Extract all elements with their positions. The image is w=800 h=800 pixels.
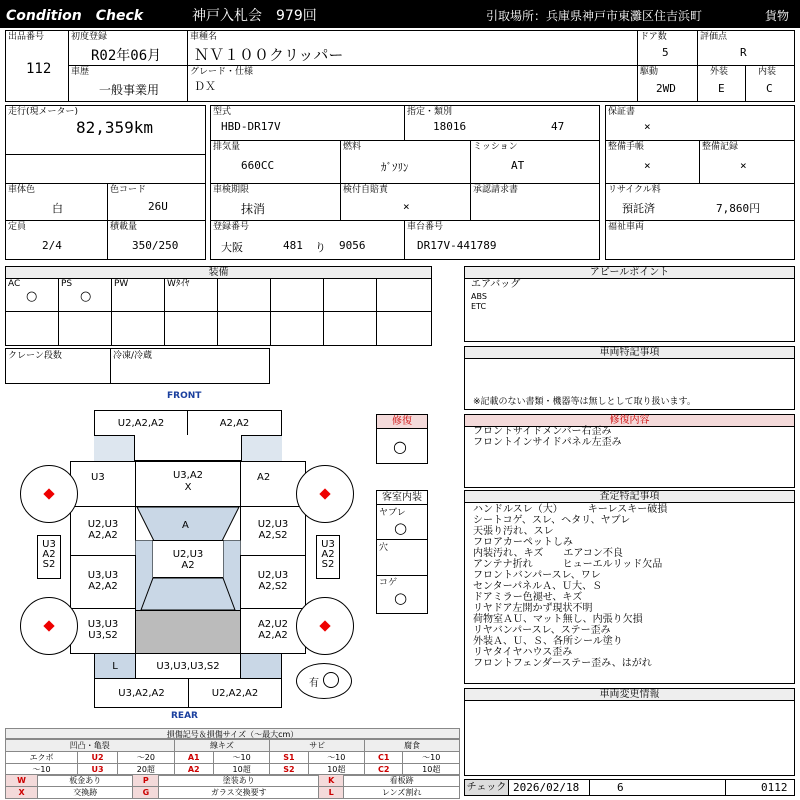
inspection: 抹消 <box>241 202 266 216</box>
interior-label: 内装 <box>758 67 777 77</box>
history: 一般事業用 <box>99 83 160 97</box>
history-label: 車歴 <box>71 67 90 77</box>
fuel: ｶﾞｿﾘﾝ <box>381 161 409 174</box>
legend-code: L <box>319 787 344 799</box>
check-label: チェック <box>465 780 509 795</box>
interior-box <box>745 65 795 102</box>
car-name-box <box>187 30 638 66</box>
legend-cell: 20超 <box>118 764 174 776</box>
history-box <box>68 65 188 102</box>
maint-book-box <box>605 140 700 184</box>
load-box <box>107 220 206 260</box>
plate-label: 登録番号 <box>213 222 250 232</box>
inspection-note-line: 内装汚れ、キズ エアコン不良 <box>473 548 623 559</box>
legend-cell: ～20 <box>118 752 174 764</box>
hood-left: U3 <box>70 461 136 507</box>
chassis-label: 車台番号 <box>407 222 444 232</box>
plate-area: 大阪 <box>221 241 243 254</box>
maint-book-label: 整備手帳 <box>608 142 645 152</box>
crane-label: クレーン段数 <box>8 351 62 361</box>
inspection-note-line: リヤバンパースレ、ステー歪み <box>473 625 611 636</box>
change-panel <box>464 688 795 776</box>
equipment-row <box>6 278 431 312</box>
legend-cell: 10超 <box>213 764 269 776</box>
legend-code-text: 看板跡 <box>344 775 460 787</box>
equipment-title: 装備 <box>6 267 431 279</box>
legend-cell: ～10 <box>6 764 78 776</box>
vehicle-type: 貨物 <box>765 9 790 23</box>
legend-code: K <box>319 775 344 787</box>
mission: AT <box>511 159 525 172</box>
change-title: 車両変更情報 <box>465 689 794 701</box>
legend-cell: A1 <box>174 752 213 764</box>
warranty: × <box>644 120 651 133</box>
mission-box <box>470 140 600 184</box>
cabin-burn-label: コゲ <box>379 578 398 588</box>
legend-cell: U2 <box>77 752 117 764</box>
approval-box <box>470 183 600 221</box>
inspection-note-line: 天張り汚れ、スレ <box>473 526 554 537</box>
legend-cell: C1 <box>365 752 403 764</box>
welfare-label: 福祉車両 <box>608 222 645 232</box>
lot-number-label: 出品番号 <box>8 32 45 42</box>
legend-code: W <box>6 775 38 787</box>
score: R <box>740 46 747 59</box>
appeal-line: ABS <box>471 292 487 301</box>
color-code-box <box>107 183 206 221</box>
capacity: 2/4 <box>42 239 62 252</box>
check-code: 0112 <box>761 781 788 794</box>
inspection-note-line: アンテナ折れ ヒューエルリッド欠品 <box>473 559 663 570</box>
car-name: ＮＶ１００クリッパー <box>194 46 344 64</box>
legend-group: 腐食 <box>365 740 460 752</box>
header-title: Condition Check <box>6 8 144 24</box>
rear-bumper-right: U2,A2,A2 <box>188 678 282 708</box>
inspection-notes-panel <box>464 490 795 684</box>
inspection-note-line: フロントバンパースレ、ワレ <box>473 570 601 581</box>
chassis-number: DR17V-441789 <box>417 239 497 252</box>
front-door-left: U2,U3 A2,A2 <box>70 506 136 556</box>
front-door-right: U2,U3 A2,S2 <box>240 506 306 556</box>
legend-code: X <box>6 787 38 799</box>
cabin-burn-mark: ○ <box>394 589 408 607</box>
legend-cell: S2 <box>270 764 308 776</box>
load-label: 積載量 <box>110 222 138 232</box>
check-footer <box>464 779 795 796</box>
recycle-status: 預託済 <box>622 202 655 215</box>
cabin-tear-mark: ○ <box>394 519 408 537</box>
appeal-line: ETC <box>471 302 487 311</box>
warranty-label: 保証書 <box>608 107 636 117</box>
repair-panel <box>464 414 795 488</box>
insurance: × <box>403 200 410 213</box>
recycle-fee: 7,860円 <box>716 202 761 215</box>
mirror-left: U3 A2 S2 <box>37 535 61 579</box>
inspection-note-line: ハンドルスレ（大） キーレスキー破損 <box>473 504 668 515</box>
plate-class: 481 <box>283 239 303 252</box>
repair-line: フロントサイドメンバー右歪み <box>473 426 612 437</box>
first-reg-box <box>68 30 188 66</box>
crane-box <box>5 348 111 384</box>
auction-name: 神戸入札会 979回 <box>192 8 317 24</box>
body-color: 白 <box>52 202 63 215</box>
designation: 18016 <box>433 120 467 133</box>
repair-mark: ○ <box>393 437 407 456</box>
appeal-panel <box>464 266 795 342</box>
model-label: 型式 <box>213 107 232 117</box>
equip-ac-label: AC <box>8 279 21 289</box>
rear-panel: U3,U3,U3,S2 <box>135 653 241 679</box>
insurance-box <box>340 183 471 221</box>
rear-door-right: U2,U3 A2,S2 <box>240 555 306 609</box>
repair-box-title: 修復 <box>377 415 427 429</box>
maint-book: × <box>644 159 651 172</box>
spare-tire <box>296 663 352 699</box>
rear-door-left: U3,U3 A2,A2 <box>70 555 136 609</box>
notes-panel <box>464 346 795 410</box>
plate-box <box>210 220 405 260</box>
spare-tire-status: 有 <box>309 678 319 689</box>
legend <box>5 728 460 798</box>
hood-damage: U3,A2 <box>172 470 204 481</box>
model: HBD-DR17V <box>221 120 281 133</box>
insurance-label: 検付自賠責 <box>343 185 389 195</box>
mileage-box <box>5 105 206 155</box>
tire-front-left <box>20 465 78 523</box>
hood-right: A2 <box>240 461 306 507</box>
legend-code-text: レンズ割れ <box>344 787 460 799</box>
category: 47 <box>551 120 565 133</box>
equip-ac-mark: ○ <box>26 289 38 304</box>
mirror-right: U3 A2 S2 <box>316 535 340 579</box>
legend-code-text: 板金あり <box>38 775 133 787</box>
color-code: 26U <box>148 200 168 213</box>
cargo-area <box>135 610 241 654</box>
tire-rear-right <box>296 597 354 655</box>
legend-cell: C2 <box>365 764 403 776</box>
recycle-box <box>605 183 795 221</box>
drive: 2WD <box>656 82 676 95</box>
legend-cell: ～10 <box>403 752 460 764</box>
capacity-label: 定員 <box>8 222 27 232</box>
repair-title: 修復内容 <box>465 415 794 427</box>
inspection-note-line: ドアミラー色褪せ、キズ <box>473 592 583 603</box>
legend-group: 線キズ <box>174 740 270 752</box>
designation-box <box>404 105 600 141</box>
inspection-note-line: フロアカーペットしみ <box>473 537 573 548</box>
mileage-extra-box <box>5 154 206 184</box>
displacement-label: 排気量 <box>213 142 241 152</box>
inspection-note-line: リヤタイヤハウス歪み <box>473 647 573 658</box>
inspection-note-line: リヤドア左開かず現状不明 <box>473 603 593 614</box>
rear-quarter-left: U3,U3 U3,S2 <box>70 608 136 654</box>
legend-cell: ～10 <box>308 752 364 764</box>
displacement-box <box>210 140 341 184</box>
maint-record-label: 整備記録 <box>702 142 739 152</box>
chassis-box <box>404 220 600 260</box>
appeal-line: エアバッグ <box>471 279 521 290</box>
hood-mark: X <box>184 482 192 493</box>
legend-cell: A2 <box>174 764 213 776</box>
equip-wtire-label: Wﾀｲﾔ <box>167 279 190 289</box>
freezer-box <box>110 348 270 384</box>
cabin-tear-label: ヤブレ <box>379 508 406 518</box>
first-reg-label: 初度登録 <box>71 32 108 42</box>
inspection-notes-title: 査定特記事項 <box>465 491 794 503</box>
body-color-label: 車体色 <box>8 185 36 195</box>
check-number: 6 <box>617 781 624 794</box>
cabin-box <box>376 490 428 614</box>
lot-number: 112 <box>26 61 52 77</box>
inspection-label: 車検期限 <box>213 185 250 195</box>
legend-code-text: 交換跡 <box>38 787 133 799</box>
legend-title: 損傷記号＆損傷サイズ（～最大cm） <box>5 728 460 739</box>
first-reg: R02年06月 <box>91 48 162 64</box>
fuel-label: 燃料 <box>343 142 362 152</box>
cabin-title: 客室内装 <box>377 491 427 505</box>
score-box <box>697 30 795 66</box>
maint-record-box <box>699 140 795 184</box>
appeal-title: アピールポイント <box>465 267 794 279</box>
hood <box>135 461 241 507</box>
rear-lamp-left: L <box>94 653 136 679</box>
approval-label: 承認請求書 <box>473 185 519 195</box>
interior-score: C <box>766 82 773 95</box>
cabin-hole-label: 穴 <box>379 543 389 553</box>
maint-record: × <box>740 159 747 172</box>
repair-box <box>376 414 428 464</box>
inspection-note-line: 荷物室ＡＵ、マット無し、内張り欠損 <box>473 614 643 625</box>
exterior-label: 外装 <box>710 67 729 77</box>
car-name-label: 車種名 <box>190 32 218 42</box>
notes-title: 車両特記事項 <box>465 347 794 359</box>
windshield-damage: A <box>182 520 189 531</box>
mission-label: ミッション <box>473 142 518 152</box>
drive-label: 駆動 <box>640 67 659 77</box>
rear-lamp-right <box>240 653 282 679</box>
inspection-box <box>210 183 341 221</box>
legend-group: サビ <box>270 740 365 752</box>
tire-rear-left <box>20 597 78 655</box>
equip-ps-mark: ○ <box>80 289 92 304</box>
equipment-table <box>5 266 432 346</box>
legend-code-text: 塗装あり <box>159 775 319 787</box>
grade: ＤＸ <box>194 80 216 93</box>
front-bumper-right: A2,A2 <box>187 410 282 436</box>
recycle-label: リサイクル料 <box>608 185 661 195</box>
legend-group: 凹凸・亀裂 <box>6 740 175 752</box>
legend-cell: 10超 <box>403 764 460 776</box>
warranty-box <box>605 105 795 141</box>
legend-code: G <box>133 787 159 799</box>
header-bar <box>0 0 800 28</box>
load: 350/250 <box>132 239 179 252</box>
legend-cell: 10超 <box>308 764 364 776</box>
model-box <box>210 105 405 141</box>
drive-box <box>637 65 698 102</box>
check-date: 2026/02/18 <box>513 781 580 794</box>
lot-number-box <box>5 30 69 102</box>
exterior-box <box>697 65 746 102</box>
inspection-note-line: シートコゲ、スレ、ヘタリ、ヤブレ <box>473 515 631 526</box>
designation-label: 指定・類別 <box>407 107 453 117</box>
displacement: 660CC <box>241 159 275 172</box>
equip-ps-label: PS <box>61 279 73 289</box>
body-color-box <box>5 183 108 221</box>
score-label: 評価点 <box>700 32 728 42</box>
equip-pw-label: PW <box>114 279 129 289</box>
fuel-box <box>340 140 471 184</box>
roof: U2,U3 A2 <box>152 540 224 578</box>
legend-cell: ～10 <box>213 752 269 764</box>
rear-label: REAR <box>171 711 198 721</box>
repair-line: フロントインサイドパネル左歪み <box>473 437 622 448</box>
welfare-box <box>605 220 795 260</box>
plate-kana: り <box>315 241 326 254</box>
doors-label: ドア数 <box>640 32 667 42</box>
doors: 5 <box>662 46 669 59</box>
doors-box <box>637 30 698 66</box>
grade-box <box>187 65 638 102</box>
legend-table <box>5 739 460 776</box>
exterior-score: E <box>718 82 725 95</box>
legend-cell: U3 <box>77 764 117 776</box>
mileage: 82,359km <box>76 118 154 137</box>
inspection-note-line: センターパネルＡ、Ｕ大、Ｓ <box>473 581 603 592</box>
notes-footer: ※記載のない書類・機器等は無しとして取り扱います。 <box>473 397 696 407</box>
color-code-label: 色コード <box>110 185 147 195</box>
legend-code: P <box>133 775 159 787</box>
legend-codes <box>5 774 460 799</box>
rear-quarter-right: A2,U2 A2,A2 <box>240 608 306 654</box>
inspection-note-line: フロントフェンダーステー歪み、はがれ <box>473 658 652 669</box>
capacity-box <box>5 220 108 260</box>
mileage-label: 走行(現メーター) <box>8 107 79 117</box>
front-label: FRONT <box>167 391 202 401</box>
legend-cell: S1 <box>270 752 308 764</box>
pickup-location: 引取場所：兵庫県神戸市東灘区住吉浜町 <box>486 9 703 23</box>
front-bumper-left: U2,A2,A2 <box>94 410 188 436</box>
tire-front-right <box>296 465 354 523</box>
grade-label: グレード・仕様 <box>190 67 254 77</box>
plate-number: 9056 <box>339 239 366 252</box>
legend-cell: エクボ <box>6 752 78 764</box>
legend-code-text: ガラス交換要す <box>159 787 319 799</box>
rear-bumper-left: U3,A2,A2 <box>94 678 189 708</box>
freezer-label: 冷凍/冷蔵 <box>113 351 153 361</box>
inspection-note-line: 外装Ａ、Ｕ、Ｓ、各所シール塗り <box>473 636 623 647</box>
